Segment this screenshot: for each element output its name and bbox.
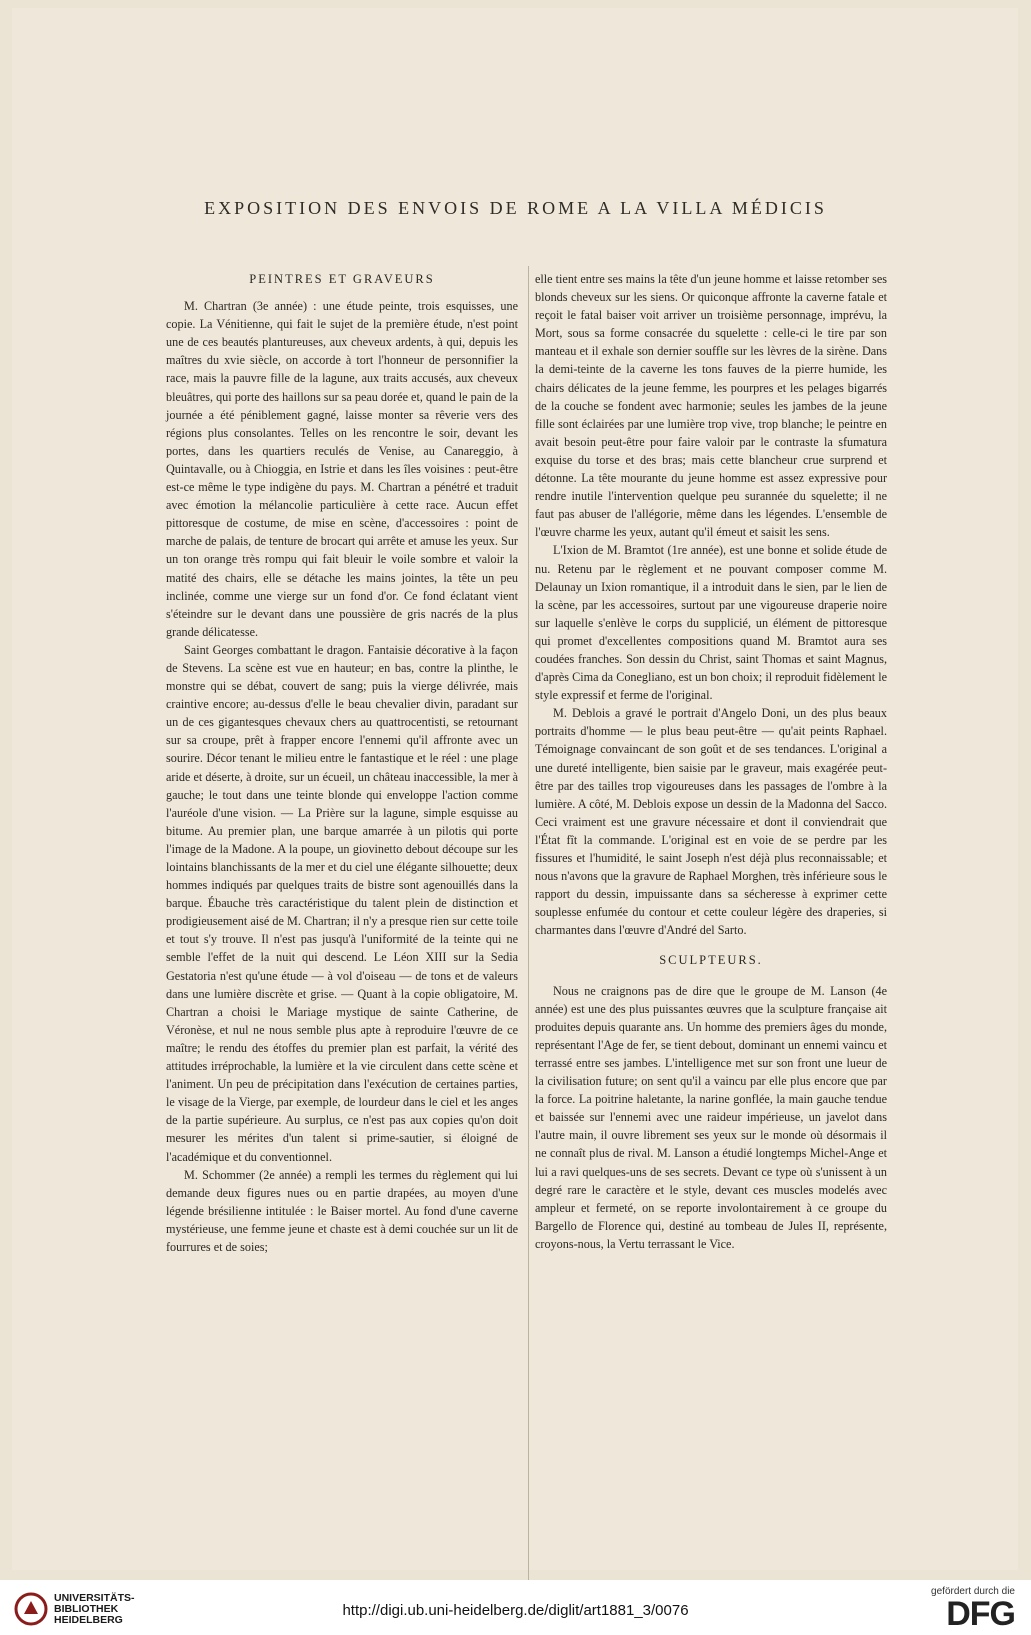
right-column — [535, 270, 887, 1253]
section-heading-sculptors: SCULPTEURS. — [659, 953, 763, 968]
paragraph-schommer-continued: elle tient entre ses mains la tête d'un jeune homme et laisse retomber ses blonds cheveux sur les siens. Or quiconque affronte la caverne fatale et reçoit le fatal baiser voit arriver un troisième personnage, imprévu, la Mort, sous sa forme consacrée du squelette : celle-ci le tire par son manteau et il exhale son dernier souffle sur les lèvres de la sirène. Dans la demi-teinte de la caverne les tons fauves de la pierre humide, les chairs délicates de la jeune femme, les pourpres et les pelages bigarrés de la couche se fondent avec harmonie; seules les jambes de la jeune fille sont éclairées par une lumière trop vive, trop blanche; le peintre en avait besoin peut-être pour faire valoir par le contraste la sfumatura exquise du torse et des bras; mais cette blancheur crue surprend et détonne. La tête mourante du jeune homme est assez expressive pour rendre inutile l'intervention quelque peu surannée du squelette; il ne faut pas abuser de l'allégorie, même dans les légendes. L'ensemble de l'œuvre charme les yeux, autant qu'il émeut et saisit les sens. — [535, 272, 887, 540]
section-heading-painters: PEINTRES ET GRAVEURS — [249, 272, 435, 286]
paragraph-schommer: M. Schommer (2e année) a rempli les termes du règlement qui lui demande deux figures nues ou en partie drapées, au moyen d'une légende brésilienne intitulée : le Baiser mortel. Au fond d'une caverne mystérieuse, une femme jeune et chaste est à demi couchée sur un lit de fourrures et de soies; — [166, 1167, 518, 1254]
funding-caption: gefördert durch die — [931, 1586, 1015, 1597]
library-name-line2: BIBLIOTHEK — [54, 1602, 119, 1615]
column-divider — [528, 266, 529, 1606]
paragraph-saint-georges: Saint Georges combattant le dragon. Fantaisie décorative à la façon de Stevens. La scène est vue en hauteur; en bas, contre la plinthe, le monstre qui se débat, couvert de sang; puis la vierge délivrée, mais craintive encore; au-dessus d'elle le beau chevalier divin, paradant sur un de ces gigantesques chevaux chers au quattrocentisti, se retournant sur sa croupe, prêt à frapper encore l'ennemi qu'il affronte avec un sourire. Décor tenant le milieu entre le fantastique et le réel : une plage aride et déserte, à droite, sur un écueil, un château inaccessible, la mer à gauche; le tout dans une teinte blonde qui enveloppe l'action comme l'auréole d'une vision. — La Prière sur la lagune, simple esquisse au bitume. Au premier plan, une barque amarrée à un pilotis qui porte l'image de la Madone. A la poupe, un giovinetto debout découpe sur les lointains blanchissants de la mer et du ciel une élégante silhouette; deux hommes indiqués par quelques traits de bistre sont agenouillés dans la barque. Ébauche très caractéristique du talent plein de distinction et prodigieusement aisé de M. Chartran; il n'y a presque rien sur cette toile et tout s'y trouve. Il n'est pas jusqu'à l'uniformité de la teinte qui ne semble l'effet de la nuit qui descend. Le Léon XIII sur la Sedia Gestatoria n'est qu'une étude — à vol d'oiseau — de tons et de valeurs dans une lumière discrète et grise. — Quant à la copie obligatoire, M. Chartran a choisi le Mariage mystique de sainte Catherine, de Véronèse, et nul ne nous semble plus apte à reproduire l'œuvre de ce maître; le rendu des étoffes du premier plan est parfait, la vérité des attitudes irréprochable, la lumière et la vie circulent dans cette scène et l'animent. Un peu de précipitation dans l'exécution de certaines parties, le visage de la Vierge, par exemple, de lourdeur dans le ciel et les anges de la partie supérieure. Au surplus, ce n'est pas aux copies qu'on doit mesurer les mérites d'un talent si prime-sautier, si éloigné de l'académique et du conventionnel. — [166, 642, 518, 1164]
left-column — [166, 270, 518, 1256]
dfg-logo: DFG — [946, 1595, 1015, 1633]
paragraph-bramtot: L'Ixion de M. Bramtot (1re année), est une bonne et solide étude de nu. Retenu par le règlement et ne pouvant composer comme M. Delaunay un Ixion romantique, il a introduit dans le sien, par le lien de la scène, par les accessoires, surtout par une vigoureuse draperie noire sur laquelle s'enlève le corps du supplicié, un élément de pittoresque qui promet d'excellentes compositions quand M. Bramtot aura ses coudées franches. Son dessin du Christ, saint Thomas et saint Magnus, d'après Cima da Conegliano, est un bon choix; il reproduit fidèlement le style expressif et ferme de l'original. — [535, 543, 887, 703]
paragraph-lanson: Nous ne craignons pas de dire que le groupe de M. Lanson (4e année) est une des plus puissantes œuvres que la sculpture française ait produites depuis quarante ans. Un homme des premiers âges du monde, représentant l'Age de fer, se tient debout, dominant un ennemi vaincu et terrassé entre ses jambes. L'intelligence met sur son front une lueur de la civilisation future; on sent qu'il a vaincu par elle plus encore que par la force. La poitrine haletante, la narine gonflée, la main gauche tendue et baissée sur l'ennemi avec une raideur impérieuse, un javelot dans l'autre main, il ouvre librement ses yeux sur le monde où désormais il ne connaît plus de rival. M. Lanson a étudié longtemps Michel-Ange et lui a ravi quelques-uns de ses secrets. Devant ce type où s'unissent à un degré rare le caractère et le style, devant ces muscles modelés avec ampleur et fermeté, on se reporte involontairement à ce groupe du Bargello de Florence qui, destiné au tombeau de Jules II, représente, croyons-nous, la Vertu terrassant le Vice. — [535, 983, 887, 1251]
library-name-line3: HEIDELBERG — [54, 1613, 123, 1626]
library-name-line1: UNIVERSITÄTS- — [54, 1591, 135, 1604]
paragraph-chartran: M. Chartran (3e année) : une étude peinte, trois esquisses, une copie. La Vénitienne, qui fait le sujet de la première étude, n'est point une de ces beautés plantureuses, aux cheveux ardents, à qui, depuis les maîtres du xvie siècle, on accorde à tort l'honneur de personnifier la race, mais la pauvre fille de la lagune, aux traits accusés, aux cheveux bleuâtres, qui porte des haillons sur sa peau dorée et, quand le pain de la journée a été péniblement gagné, laisse monter sa rêverie vers des régions plus consolantes. Telles on les rencontre le soir, devant les portes, dans les quartiers reculés de Venise, au Canareggio, à Quintavalle, ou à Chioggia, en Istrie et dans les îles voisines : peut-être est-ce même le type indigène du pays. M. Chartran a pénétré et traduit avec émotion la mélancolie particulière à cette race. Aucun effet pittoresque de costume, de mise en scène, d'accessoires : point de marche de palais, de tenture de brocart qui arrête et amuse les yeux. Sur un ton orange très rompu qui fait bleuir le voile sombre et valoir la matité des chairs, elle se détache les mains jointes, la tête un peu inclinée, comme une vierge sur un fond d'or. Ce fond éclatant vient s'éteindre sur le devant dans une poussière de gris nacrés de la plus grande délicatesse. — [166, 299, 518, 639]
article-title: EXPOSITION DES ENVOIS DE ROME A LA VILLA MÉDICIS — [204, 198, 827, 218]
paragraph-deblois: M. Deblois a gravé le portrait d'Angelo Doni, un des plus beaux portraits d'homme — le plus beau peut-être — qu'ait peints Raphael. Témoignage convaincant de son goût et de ses tendances. L'original a une dureté intelligente, bien saisie par le graveur, mais exagérée peut-être par des tailles trop vigoureuses dans les passages de l'ombre à la lumière. A côté, M. Deblois expose un dessin de la Madonna del Sacco. Ceci vraiment est une gravure nécessaire et dont il conviendrait que l'État fît la commande. L'original est en voie de se perdre par les fissures et l'humidité, le saint Joseph n'est déjà plus reconnaissable; et nous n'avons que la gravure de Raphael Morghen, très inférieure sous le rapport du dessin, impuissante dans sa sécheresse à exprimer cette souplesse enfumée du contour et cette couleur légère des draperies, si charmantes dans l'œuvre d'André del Sarto. — [535, 706, 887, 938]
funding-block[interactable] — [931, 1586, 1015, 1631]
document-url[interactable]: http://digi.ub.uni-heidelberg.de/diglit/art1881_3/0076 — [342, 1602, 689, 1619]
